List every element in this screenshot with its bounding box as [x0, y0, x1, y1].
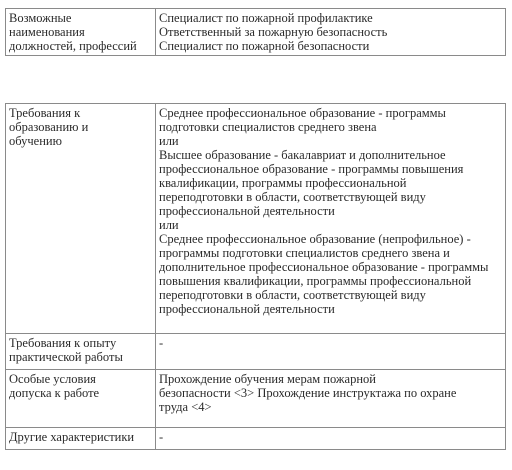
- label-line: Другие характеристики: [9, 430, 135, 444]
- positions-table: [5, 8, 506, 56]
- position-title: Специалист по пожарной безопасности: [159, 39, 370, 53]
- experience-row: [6, 334, 506, 370]
- other-row: [6, 428, 506, 450]
- value-line: квалификации, программы профессиональной: [159, 176, 407, 190]
- value-line: или: [159, 218, 179, 232]
- other-value-cell: [156, 428, 506, 450]
- label-line: обучению: [9, 134, 62, 148]
- positions-label-cell: [6, 9, 156, 56]
- positions-row: [6, 9, 506, 56]
- admission-value-cell: [156, 370, 506, 428]
- value-line: подготовки специалистов среднего звена: [159, 120, 377, 134]
- label-line: практической работы: [9, 350, 123, 364]
- label-line: наименования: [9, 25, 85, 39]
- label-line: Требования к опыту: [9, 336, 117, 350]
- value-line: повышения квалификации, программы профессиональной: [159, 274, 472, 288]
- education-row: [6, 104, 506, 334]
- experience-value-cell: [156, 334, 506, 370]
- other-label-cell: [6, 428, 156, 450]
- value-line: безопасности <3> Прохождение инструктажа по охране: [159, 386, 457, 400]
- value-line: -: [159, 336, 164, 350]
- value-line: -: [159, 430, 164, 444]
- admission-label-cell: [6, 370, 156, 428]
- value-line: Прохождение обучения мерам пожарной: [159, 372, 376, 386]
- experience-label-cell: [6, 334, 156, 370]
- label-line: Требования к: [9, 106, 81, 120]
- value-line: профессиональной деятельности: [159, 204, 335, 218]
- label-line: Особые условия: [9, 372, 96, 386]
- position-title: Ответственный за пожарную безопасность: [159, 25, 388, 39]
- education-label-cell: [6, 104, 156, 334]
- value-line: Высшее образование - бакалавриат и дополнительное: [159, 148, 446, 162]
- label-line: Возможные: [9, 11, 72, 25]
- value-line: дополнительное профессиональное образование - программы: [159, 260, 489, 274]
- positions-value-cell: [156, 9, 506, 56]
- value-line: труда <4>: [159, 400, 212, 414]
- label-line: должностей, профессий: [9, 39, 137, 53]
- value-line: Среднее профессиональное образование - программы: [159, 106, 446, 120]
- value-line: профессиональной деятельности: [159, 302, 335, 316]
- value-line: переподготовки в области, соответствующей виду: [159, 190, 426, 204]
- value-line: Среднее профессиональное образование (непрофильное) -: [159, 232, 471, 246]
- value-line: профессиональное образование - программы повышения: [159, 162, 464, 176]
- position-title: Специалист по пожарной профилактике: [159, 11, 373, 25]
- value-line: программы подготовки специалистов среднего звена и: [159, 246, 450, 260]
- value-line: или: [159, 134, 179, 148]
- education-value-cell: [156, 104, 506, 334]
- value-line: переподготовки в области, соответствующей виду: [159, 288, 426, 302]
- label-line: допуска к работе: [9, 386, 100, 400]
- requirements-table: [5, 103, 506, 450]
- label-line: образованию и: [9, 120, 89, 134]
- admission-row: [6, 370, 506, 428]
